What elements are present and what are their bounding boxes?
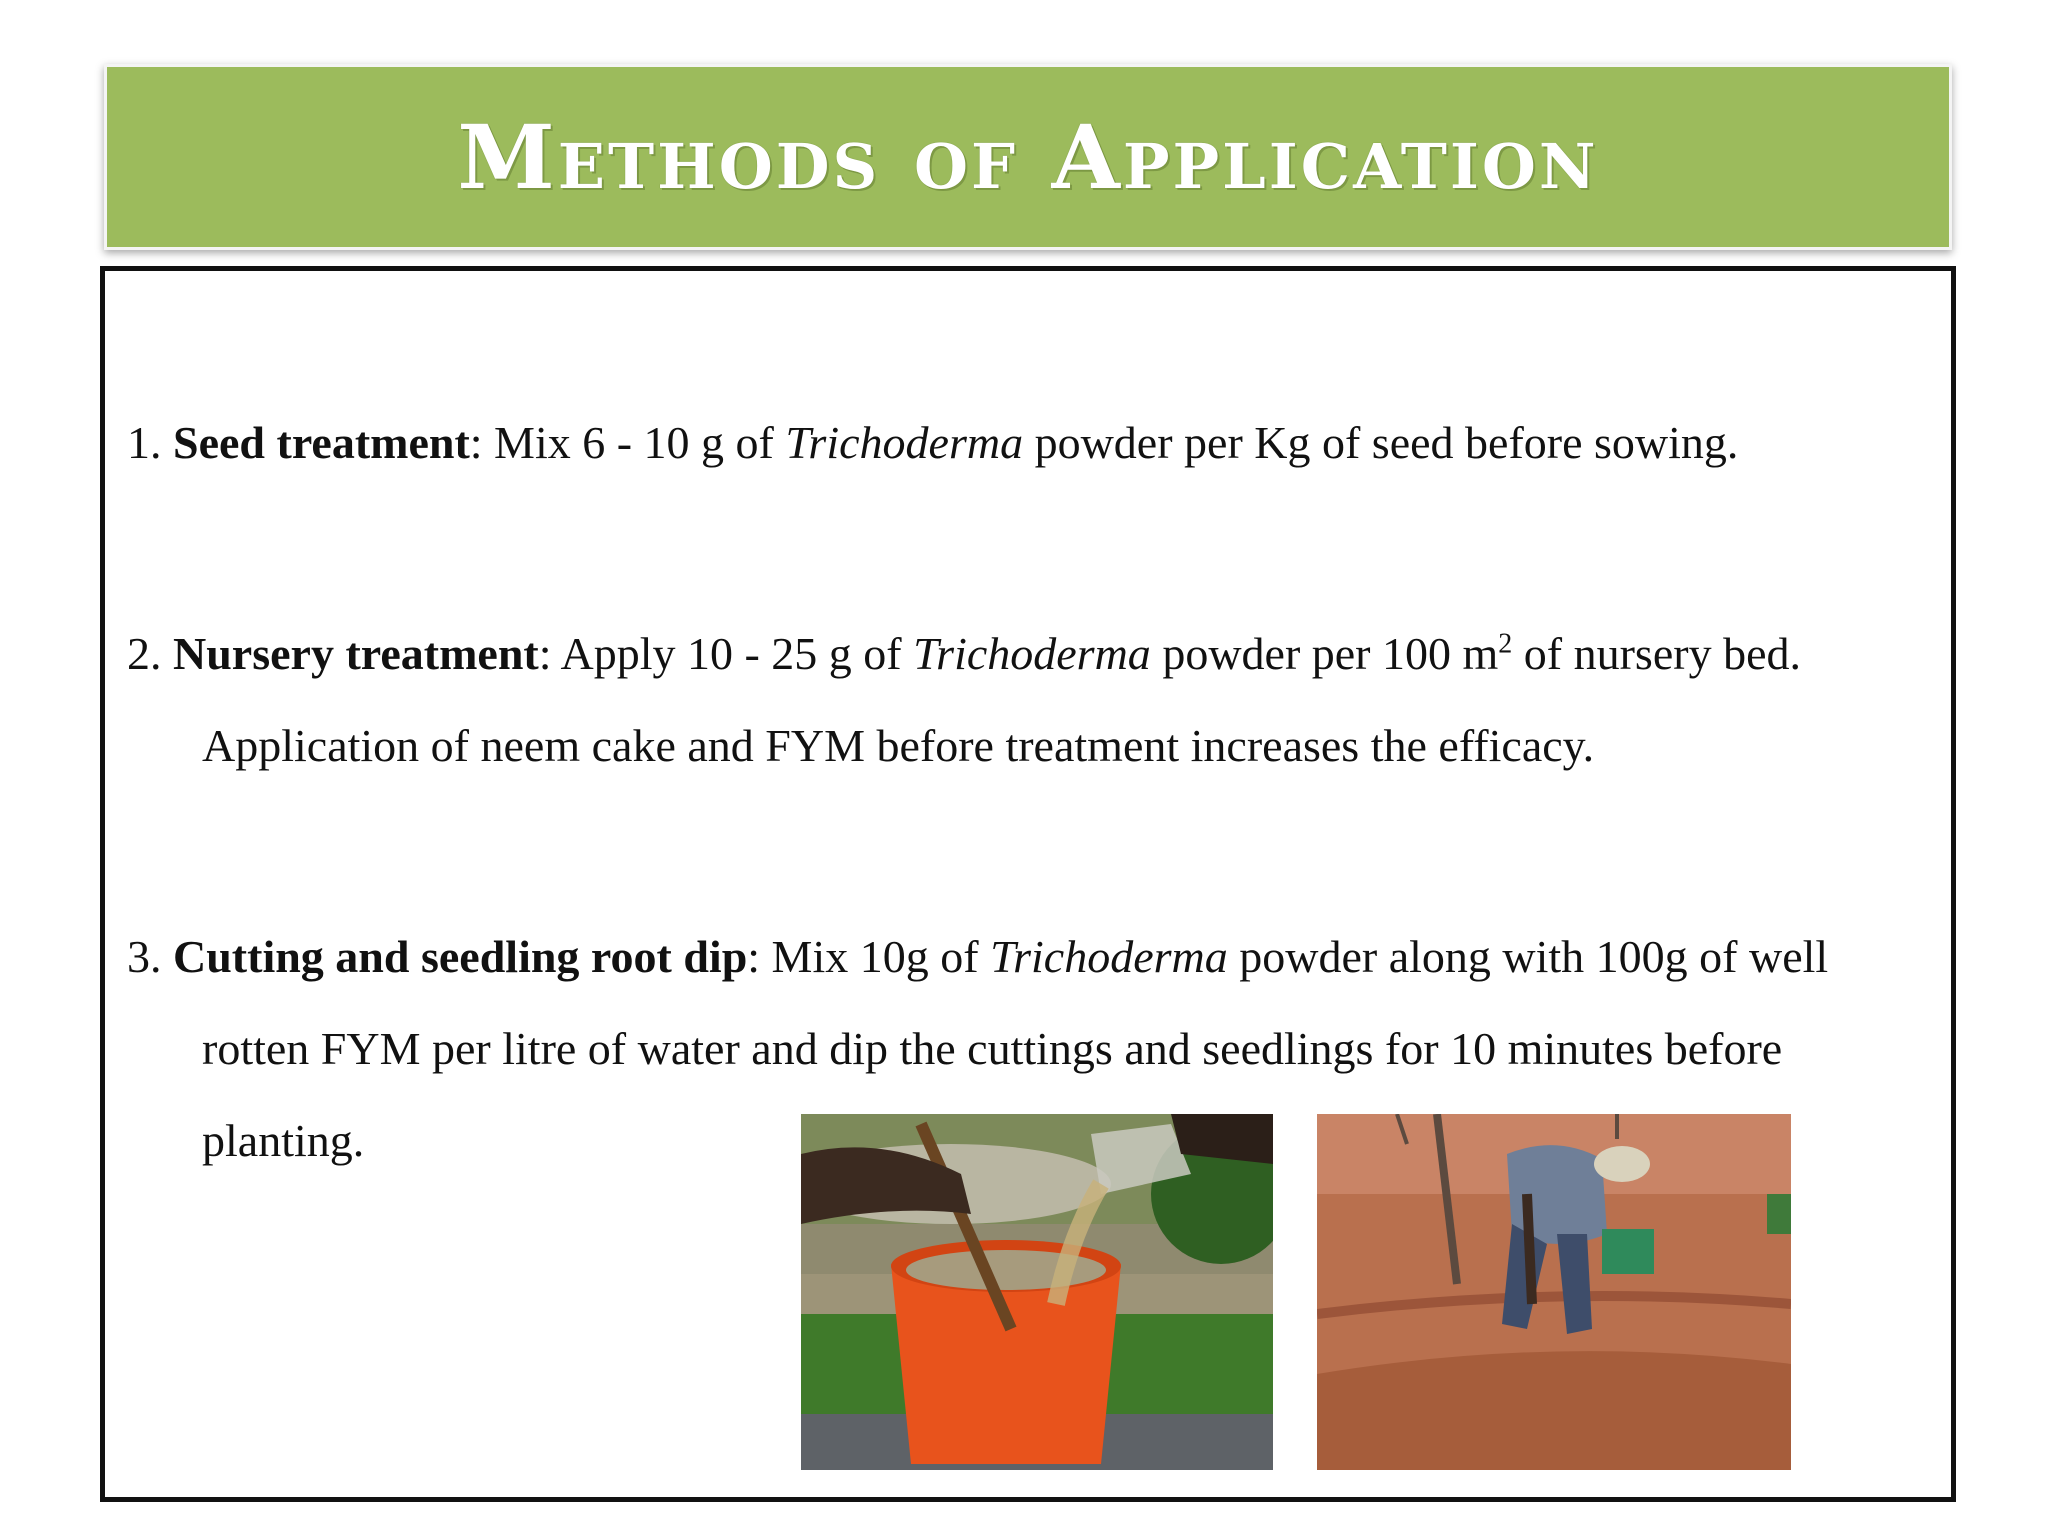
item-term: Nursery treatment — [173, 628, 539, 679]
bucket-mixing-illustration — [801, 1114, 1273, 1470]
item-italic: Trichoderma — [785, 417, 1024, 468]
item-number: 2. — [127, 628, 162, 679]
item-term: Cutting and seedling root dip — [173, 931, 748, 982]
item-text: powder per 100 m — [1150, 628, 1499, 679]
item-italic: Trichoderma — [990, 931, 1228, 982]
item-text: powder per Kg of seed before sowing. — [1023, 417, 1739, 468]
item-text: : Mix 10g of — [747, 931, 991, 982]
item-text: : Mix 6 - 10 g of — [469, 417, 786, 468]
item-text: of nursery bed. Application of neem cake and FYM before treatment increases the efficacy. — [202, 628, 1801, 771]
field-application-illustration — [1317, 1114, 1791, 1470]
item-number: 1. — [127, 417, 162, 468]
item-term: Seed treatment — [173, 417, 470, 468]
item-text: powder along with 100g of well rotten FYM per litre of water and dip the cuttings and seedlings for 10 minutes before planting. — [202, 931, 1829, 1166]
field-application-photo — [1317, 1114, 1791, 1470]
item-italic: Trichoderma — [913, 628, 1151, 679]
bucket-mixing-photo — [801, 1114, 1273, 1470]
item-text: : Apply 10 - 25 g of — [538, 628, 914, 679]
list-item-seed-treatment — [127, 397, 1937, 489]
item-number: 3. — [127, 931, 162, 982]
title-banner — [104, 64, 1952, 250]
page-title: Methods of Application — [457, 105, 1599, 209]
superscript: 2 — [1498, 628, 1513, 660]
content-box — [100, 266, 1956, 1502]
list-item-nursery-treatment — [127, 608, 1937, 792]
